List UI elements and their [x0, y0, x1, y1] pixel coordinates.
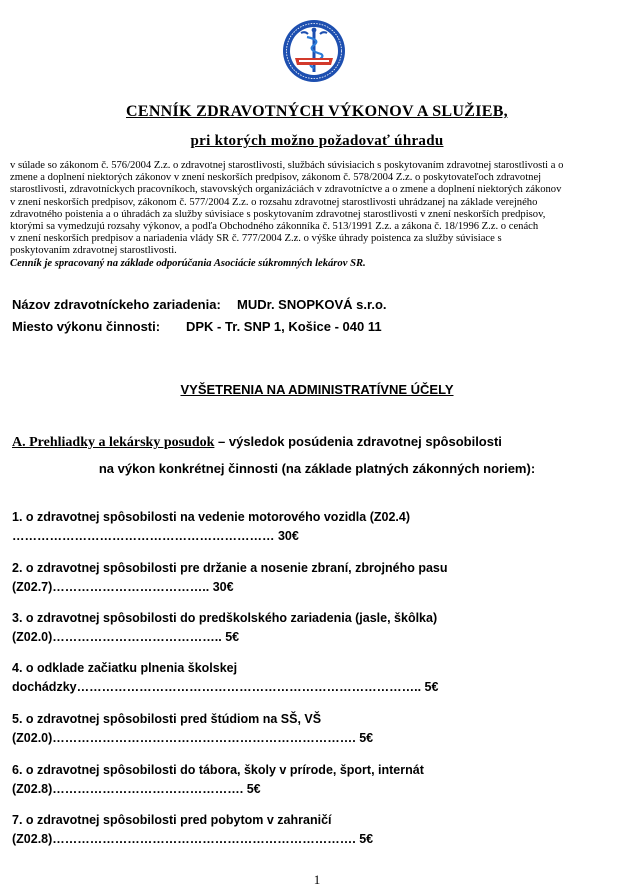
facility-place-label: Miesto výkonu činnosti: — [12, 319, 161, 334]
facility-place-row — [12, 319, 382, 334]
facility-name-label: Názov zdravotníckeho zariadenia: — [12, 297, 221, 312]
list-item — [12, 811, 373, 849]
item-price-line: ……………………………………………………… 30€ — [12, 529, 299, 543]
item-price-line: (Z02.8)………………………………………………………………. 5€ — [12, 832, 374, 846]
subsection-a-rest: – výsledok posúdenia zdravotnej spôsobilosti — [214, 434, 502, 449]
legal-intro-paragraph — [10, 160, 616, 270]
list-item — [12, 559, 448, 597]
item-description: 7. o zdravotnej spôsobilosti pred pobytom v zahraničí — [12, 813, 332, 827]
item-price-line: (Z02.0)………………………………….. 5€ — [12, 630, 240, 644]
subsection-a-line2: na výkon konkrétnej činnosti (na základe platných zákonných noriem): — [98, 461, 536, 476]
list-item — [12, 609, 437, 647]
item-description: 5. o zdravotnej spôsobilosti pred štúdiom na SŠ, VŠ — [12, 712, 322, 726]
intro-line: poskytovaním zdravotnej starostlivosti. — [10, 245, 177, 257]
intro-line: starostlivosti, zdravotníckych pracovníkoch, stavovských organizáciách v zdravotníctve a o zmene a doplnení niektorých zákonov — [10, 184, 562, 196]
page-number: 1 — [313, 872, 321, 887]
item-price-line: dochádzky……………………………………………………………………….. 5€ — [12, 680, 439, 694]
list-item — [12, 508, 410, 546]
pricelist-title: CENNÍK ZDRAVOTNÝCH VÝKONOV A SLUŽIEB, — [126, 103, 508, 120]
item-description: 3. o zdravotnej spôsobilosti do predškolského zariadenia (jasle, škôlka) — [12, 611, 438, 625]
subsection-a-lead: A. Prehliadky a lekársky posudok — [12, 435, 215, 450]
item-description: 6. o zdravotnej spôsobilosti do tábora, školy v prírode, šport, internát — [12, 763, 424, 777]
item-description: 4. o odklade začiatku plnenia školskej — [12, 661, 238, 675]
intro-line: v súlade so zákonom č. 576/2004 Z.z. o zdravotnej starostlivosti, službách súvisiacich s poskytovaním zdravotnej starostlivosti a o — [10, 160, 564, 171]
medical-caduceus-logo-icon — [281, 18, 347, 84]
list-item — [12, 659, 438, 697]
list-item — [12, 761, 424, 799]
subsection-a-heading — [12, 434, 502, 451]
item-description: 1. o zdravotnej spôsobilosti na vedenie motorového vozidla (Z02.4) — [12, 510, 410, 524]
facility-name-row — [12, 297, 387, 312]
intro-line: v znení neskorších predpisov a nariadenia vlády SR č. 777/2004 Z.z. o výške úhrady poistenca za služby súvisiace s — [10, 233, 502, 245]
facility-name-value: MUDr. SNOPKOVÁ s.r.o. — [237, 297, 387, 312]
item-description: 2. o zdravotnej spôsobilosti pre držanie a nosenie zbraní, zbrojného pasu — [12, 561, 448, 575]
intro-note: Cenník je spracovaný na základe odporúčania Asociácie súkromných lekárov SR. — [10, 257, 366, 269]
intro-line: zmene a doplnení niektorých zákonov v znení neskorších predpisov, zákonom č. 578/2004 Z.z. o poskytovateľoch zdravotnej — [10, 172, 542, 184]
item-price-line: (Z02.7)……………………………….. 30€ — [12, 580, 234, 594]
facility-place-value: DPK - Tr. SNP 1, Košice - 040 11 — [186, 319, 382, 334]
intro-line: ktorými sa vymedzujú rozsahy výkonov, a podľa Obchodného zákonníka č. 513/1991 Z.z. a zákona č. 18/1996 Z.z. o cenách — [10, 221, 539, 233]
item-price-line: (Z02.0)………………………………………………………………. 5€ — [12, 731, 374, 745]
intro-line: zdravotného poistenia a o úhradách za služby súvisiace s poskytovaním zdravotnej starostlivosti v znení neskorších predpisov, — [10, 208, 546, 220]
intro-line: v znení neskorších predpisov, zákonom č. 577/2004 Z.z. o rozsahu zdravotnej starostlivosti uhrádzanej na základe verejného — [10, 196, 538, 208]
list-item — [12, 710, 373, 748]
item-price-line: (Z02.8)………………………………………. 5€ — [12, 782, 261, 796]
pricelist-subtitle: pri ktorých možno požadovať úhradu — [190, 133, 444, 149]
section-title: VYŠETRENIA NA ADMINISTRATÍVNE ÚČELY — [180, 382, 454, 397]
